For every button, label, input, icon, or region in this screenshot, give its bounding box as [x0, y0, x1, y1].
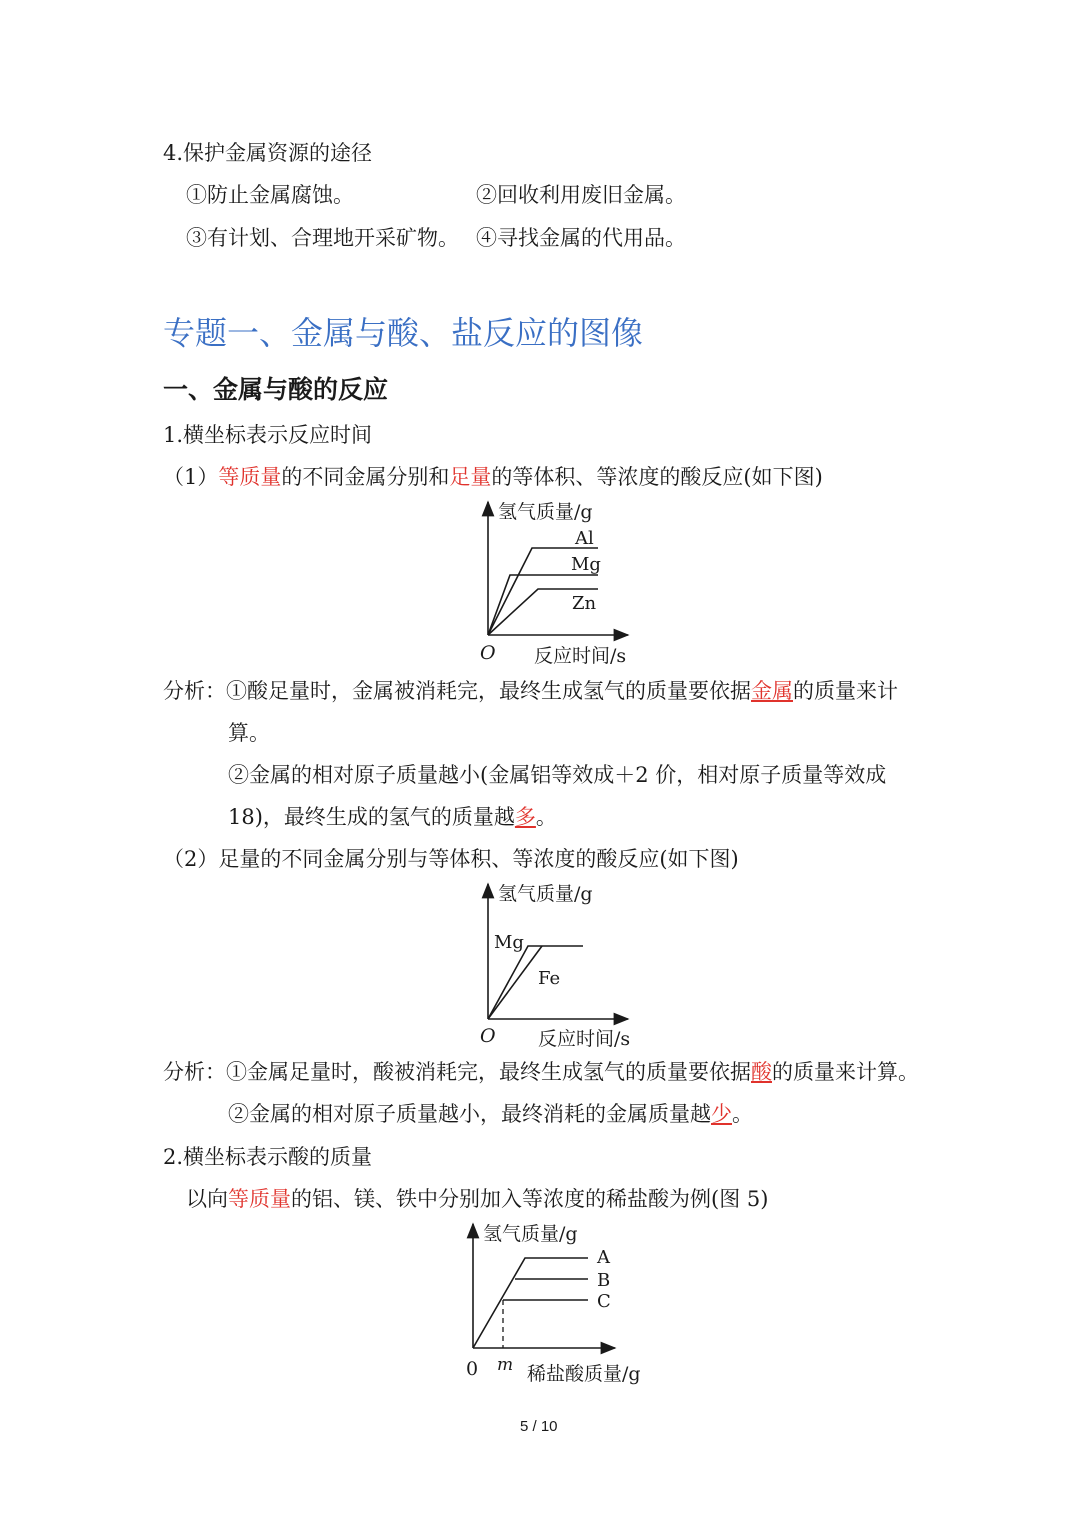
- case-1-text: [163, 462, 823, 492]
- analysis-2-line-2: [228, 1099, 753, 1129]
- label-fe: Fe: [538, 968, 561, 989]
- line-fe: [488, 946, 542, 1019]
- answer-less: 少: [711, 1102, 732, 1126]
- y-axis-label: 氢气质量/g: [483, 1223, 578, 1245]
- analysis-1-text-c: 的质量来计: [793, 679, 898, 703]
- label-zn: Zn: [572, 593, 597, 614]
- m-label: m: [497, 1355, 514, 1375]
- subsection-title: 一、金属与酸的反应: [163, 375, 389, 404]
- label-mg: Mg: [571, 554, 601, 575]
- analysis-1-line-4-c: 。: [535, 805, 557, 829]
- part-2-case-prefix: 以向: [186, 1187, 228, 1211]
- highlight-equal-mass: 等质量: [218, 465, 282, 489]
- measure-item-4: ④寻找金属的代用品。: [476, 226, 686, 250]
- analysis-2-text-c: 的质量来计算。: [772, 1060, 919, 1084]
- y-axis-label: 氢气质量/g: [498, 883, 593, 905]
- part-2-case-text: [186, 1184, 768, 1214]
- analysis-1-line-4: [228, 802, 557, 832]
- analysis-1-line-1: [163, 676, 898, 706]
- measure-item-1: ①防止金属腐蚀。: [186, 183, 354, 207]
- case-2-text: （2）足量的不同金属分别与等体积、等浓度的酸反应(如下图): [163, 847, 739, 871]
- x-axis-label: 反应时间/s: [538, 1028, 631, 1050]
- part-1-title: 1.横坐标表示反应时间: [163, 423, 373, 447]
- label-c: C: [597, 1291, 611, 1312]
- analysis-1-line-4-a: 18)，最终生成的氢气的质量越: [228, 805, 515, 829]
- origin-label: O: [480, 1025, 496, 1047]
- figure-3-graph: [455, 1218, 670, 1390]
- label-a: A: [597, 1247, 610, 1268]
- label-al: Al: [575, 528, 594, 549]
- page-number: 5 / 10: [520, 1418, 558, 1435]
- x-axis-label: 稀盐酸质量/g: [527, 1363, 641, 1385]
- highlight-sufficient: 足量: [449, 465, 492, 489]
- part-2-case-end: 的铝、镁、铁中分别加入等浓度的稀盐酸为例(图 5): [291, 1187, 769, 1211]
- part-2-title: 2.横坐标表示酸的质量: [163, 1145, 373, 1169]
- answer-acid: 酸: [751, 1060, 772, 1084]
- line-mg: [488, 946, 583, 1019]
- answer-metal: 金属: [751, 679, 793, 703]
- figure-2-graph: [470, 878, 670, 1050]
- figure-1-graph: [470, 496, 670, 668]
- case-1-end: 的等体积、等浓度的酸反应(如下图): [491, 465, 823, 489]
- analysis-1-text-a: ①酸足量时，金属被消耗完，最终生成氢气的质量要依据: [226, 679, 751, 703]
- topic-title: 专题一、金属与酸、盐反应的图像: [163, 314, 644, 352]
- label-mg: Mg: [494, 932, 524, 953]
- analysis-2-line-2-c: 。: [732, 1102, 753, 1126]
- analysis-lead: 分析：: [163, 679, 226, 703]
- origin-label: O: [480, 642, 496, 664]
- case-1-mid: 的不同金属分别和: [281, 465, 450, 489]
- analysis-1-line-2: 算。: [228, 721, 270, 745]
- analysis-2-line-2-a: ②金属的相对原子质量越小，最终消耗的金属质量越: [228, 1102, 711, 1126]
- highlight-equal-mass-2: 等质量: [228, 1187, 291, 1211]
- analysis-2-text-a: 分析：①金属足量时，酸被消耗完，最终生成氢气的质量要依据: [163, 1060, 751, 1084]
- measure-item-2: ②回收利用废旧金属。: [476, 183, 686, 207]
- x-axis-label: 反应时间/s: [534, 645, 627, 667]
- case-1-prefix: （1）: [163, 465, 219, 489]
- measure-item-3: ③有计划、合理地开采矿物。: [186, 226, 459, 250]
- analysis-1-line-3: ②金属的相对原子质量越小(金属铝等效成＋2 价，相对原子质量等效成: [228, 763, 887, 787]
- line-a: [473, 1258, 588, 1348]
- answer-more: 多: [514, 805, 536, 829]
- y-axis-label: 氢气质量/g: [498, 501, 593, 523]
- section-4-title: 4.保护金属资源的途径: [163, 141, 373, 165]
- label-b: B: [597, 1270, 611, 1291]
- analysis-2-line-1: [163, 1057, 919, 1087]
- origin-label: 0: [466, 1358, 479, 1380]
